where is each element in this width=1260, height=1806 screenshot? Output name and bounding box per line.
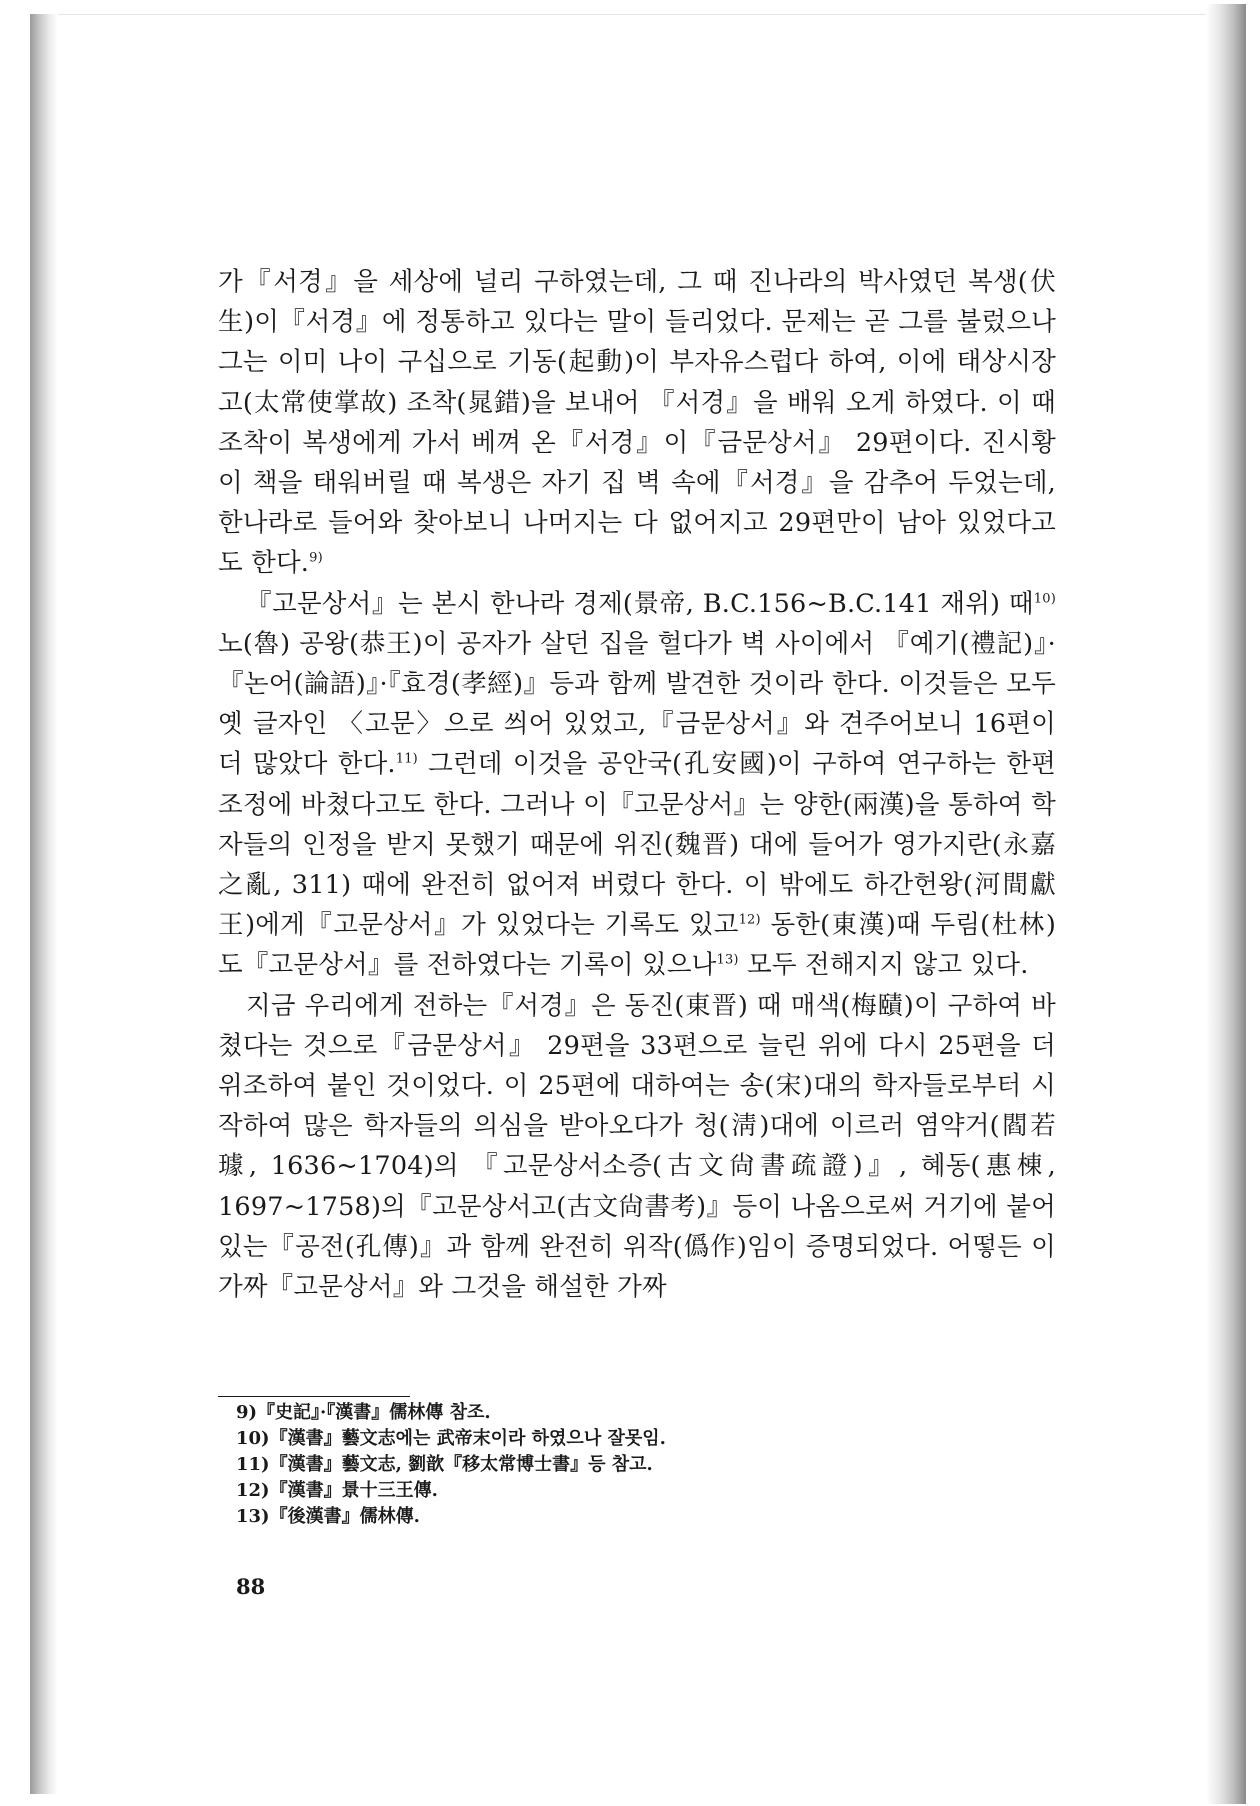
paragraph-text: 동한(東漢)때 두림(杜林)도『고문상서』를 전하였다는 기록이 있으나 [218,910,1057,981]
body-paragraph [218,262,1056,584]
page-edge-right [1206,4,1246,1804]
footnote-reference: 11) [395,751,418,767]
footnote-rule [218,1396,410,1397]
paragraph-text: 지금 우리에게 전하는『서경』은 동진(東晋) 때 매색(梅賾)이 구하여 바쳤다는 것으로『금문상서』 29편을 33편으로 늘린 위에 다시 25편을 더 위조하여 붙인 것이었다. 이 25편에 대하여는 송(宋)대의 학자들로부터 시작하여 많은 학자들의 의심을 받아오다가 청(淸)대에 이르러 염약거(閻若璩, 1636~1704)의 『고문상서소증(古文尙書疏證)』, 혜동(惠棟, 1697~1758)의『고문상서고(古文尙書考)』등이 나옴으로써 거기에 붙어 있는『공전(孔傳)』과 함께 완전히 위작(僞作)임이 증명되었다. 어떻든 이 가짜『고문상서』와 그것을 해설한 가짜 [218,990,1056,1303]
paragraph-text: 가『서경』을 세상에 널리 구하였는데, 그 때 진나라의 박사였던 복생(伏生)이『서경』에 정통하고 있다는 말이 들리었다. 문제는 곧 그를 불렀으나 그는 이미 나이 구십으로 기동(起動)이 부자유스럽다 하여, 이에 태상시장고(太常使掌故) 조착(晁錯)을 보내어 『서경』을 배워 오게 하였다. 이 때 조착이 복생에게 가서 베껴 온『서경』이『금문상서』 29편이다. 진시황이 책을 태워버릴 때 복생은 자기 집 벽 속에『서경』을 감추어 두었는데, 한나라로 들어와 찾아보니 나머지는 다 없어지고 29편만이 남아 있었다고도 한다. [218,267,1056,579]
body-paragraph [218,584,1056,986]
paragraph-text: 『고문상서』는 본시 한나라 경제(景帝, B.C.156~B.C.141 재위) 때 [246,588,1034,619]
footnote-12: 12)『漢書』景十三王傳. [236,1480,438,1501]
footnote-10: 10)『漢書』藝文志에는 武帝末이라 하였으나 잘못임. [236,1428,666,1449]
footnote-reference: 13) [716,952,739,968]
footnote-9: 9)『史記』·『漢書』儒林傳 참조. [236,1402,491,1423]
paragraph-text: 노(魯) 공왕(恭王)이 공자가 살던 집을 헐다가 벽 사이에서 『예기(禮記)』·『논어(論語)』·『효경(孝經)』등과 함께 발견한 것이라 한다. 이것들은 모두 옛 글자인 〈고문〉으로 씌어 있었고,『금문상서』와 견주어보니 16편이 더 많았다 한다. [218,628,1056,780]
footnote-13: 13)『後漢書』儒林傳. [236,1506,420,1527]
page-number: 88 [236,1574,266,1599]
footnote-11: 11)『漢書』藝文志, 劉歆『移太常博士書』등 참고. [236,1454,653,1475]
page-edge-left [30,14,58,1794]
footnote-reference: 10) [1033,591,1056,607]
body-text [218,262,1056,1307]
footnotes [236,1400,1036,1530]
body-paragraph [218,986,1056,1308]
paragraph-text: 모두 전해지지 않고 있다. [738,950,1029,981]
paragraph-text: 그런데 이것을 공안국(孔安國)이 구하여 연구하는 한편 조정에 바쳤다고도 한다. 그러나 이『고문상서』는 양한(兩漢)을 통하여 학자들의 인정을 받지 못했기 때문에 위진(魏晋) 대에 들어가 영가지란(永嘉之亂, 311) 때에 완전히 없어져 버렸다 한다. 이 밖에도 하간헌왕(河間獻王)에게『고문상서』가 있었다는 기록도 있고 [218,749,1056,941]
footnote-reference: 12) [738,912,761,928]
footnote-reference: 9) [309,550,323,566]
